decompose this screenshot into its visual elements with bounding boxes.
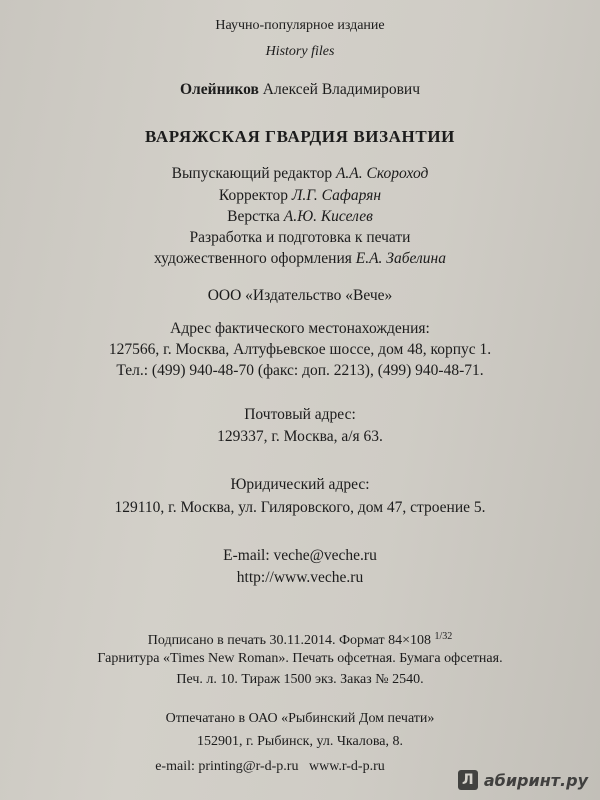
credit-design-line2 (0, 250, 600, 268)
typeface-info: Гарнитура «Times New Roman». Печать офсетная. Бумага офсетная. (97, 651, 503, 666)
credit-role: Выпускающий редактор (171, 165, 333, 182)
watermark-text: абиринт.ру (483, 770, 588, 790)
credit-person: Е.А. Забелина (355, 250, 446, 267)
legal-address: 129110, г. Москва, ул. Гиляровского, дом 47, строение 5. (114, 499, 486, 516)
credit-person: А.А. Скороход (335, 165, 429, 182)
signed-text: Подписано в печать 30.11.2014. Формат 84×108 (147, 633, 431, 648)
credit-design-line1: Разработка и подготовка к печати (189, 229, 411, 246)
printer-name: Отпечатано в ОАО «Рыбинский Дом печати» (165, 711, 435, 726)
format-fraction: 1/32 (434, 631, 453, 642)
labirint-logo-icon: Л (458, 770, 478, 790)
phone-numbers: Тел.: (499) 940-48-70 (факс: доп. 2213), (499) 940-48-71. (116, 362, 484, 379)
legal-address-label: Юридический адрес: (230, 476, 370, 493)
signed-to-print (0, 628, 600, 650)
postal-address: 129337, г. Москва, а/я 63. (217, 428, 383, 445)
credit-role: Корректор (218, 187, 289, 204)
printer-address: 152901, г. Рыбинск, ул. Чкалова, 8. (196, 734, 403, 749)
labirint-watermark (458, 770, 588, 790)
credit-layout (0, 208, 600, 226)
series-name: History files (265, 44, 335, 59)
book-title: ВАРЯЖСКАЯ ГВАРДИЯ ВИЗАНТИИ (145, 127, 455, 146)
publisher-name: ООО «Издательство «Вече» (207, 287, 393, 304)
credit-proofreader (0, 187, 600, 205)
actual-address-label: Адрес фактического местонахождения: (170, 320, 430, 337)
series-type: Научно-популярное издание (215, 18, 385, 33)
publisher-email: E-mail: veche@veche.ru (223, 547, 377, 564)
postal-address-label: Почтовый адрес: (244, 406, 356, 423)
author-surname: Олейников (180, 81, 259, 98)
print-run-info: Печ. л. 10. Тираж 1500 экз. Заказ № 2540. (176, 672, 424, 687)
credit-editor (0, 165, 600, 183)
publisher-website: http://www.veche.ru (236, 569, 364, 586)
credit-person: Л.Г. Сафарян (291, 187, 382, 204)
credit-role: художественного оформления (154, 250, 352, 267)
author-given-names: Алексей Владимирович (262, 81, 420, 98)
actual-address: 127566, г. Москва, Алтуфьевское шоссе, дом 48, корпус 1. (108, 341, 492, 358)
printer-email: e-mail: printing@r-d-p.ru (155, 759, 299, 774)
printer-website: www.r-d-p.ru (308, 759, 385, 774)
credit-person: А.Ю. Киселев (283, 208, 373, 225)
credit-role: Верстка (227, 208, 280, 225)
author (0, 81, 600, 99)
